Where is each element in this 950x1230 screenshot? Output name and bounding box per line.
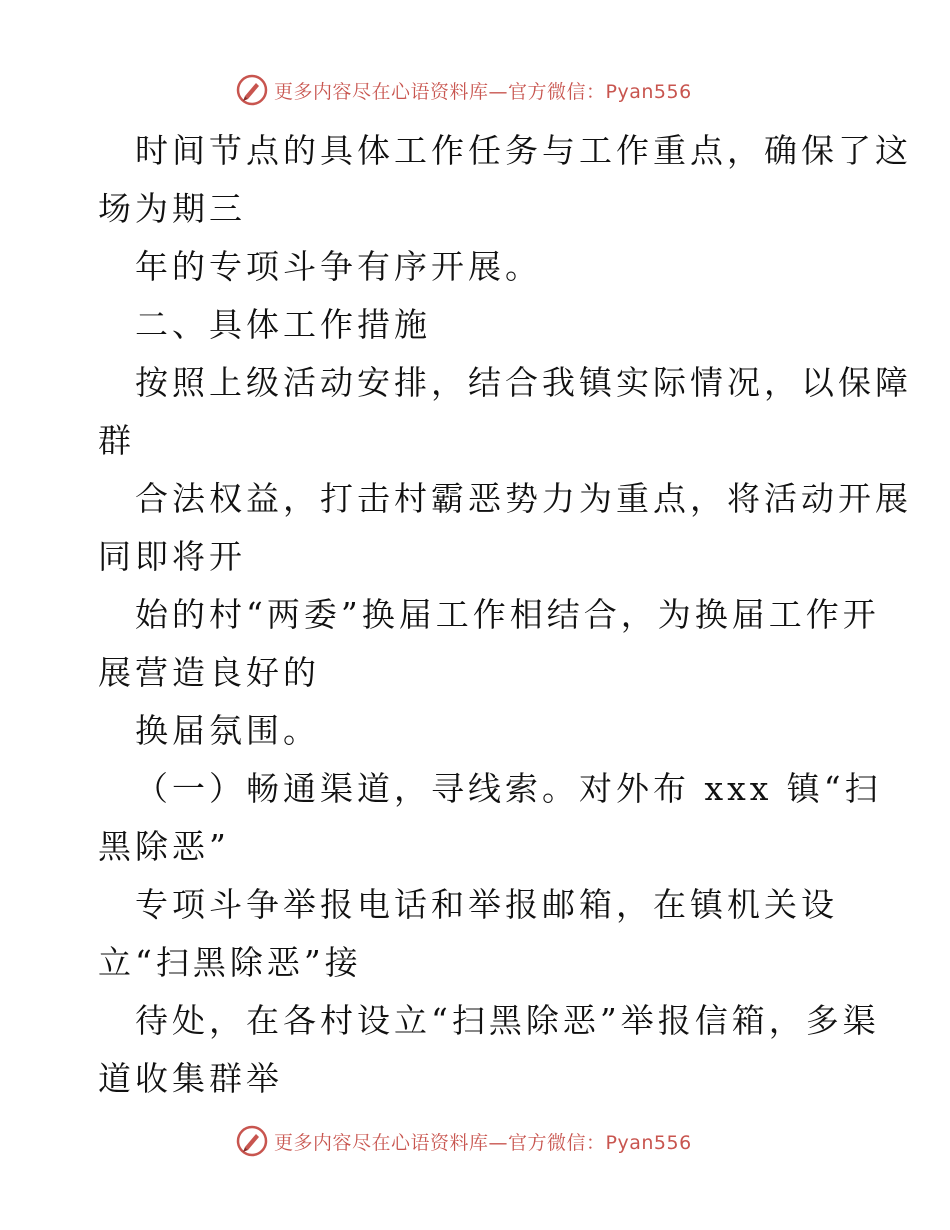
paragraph — [98, 470, 912, 586]
section-heading-text: 二、具体工作措施 — [135, 305, 431, 344]
header-watermark — [236, 72, 692, 108]
paragraph-continuation: 同即将开 — [98, 537, 246, 576]
paragraph-continuation: 场为期三 — [98, 189, 246, 228]
paragraph-continuation: 立“扫黑除恶”接 — [98, 943, 362, 982]
pen-logo-icon — [236, 74, 268, 106]
paragraph-first-line: 换届氛围。 — [135, 711, 320, 750]
paragraph-first-line: 年的专项斗争有序开展。 — [135, 247, 542, 286]
paragraph — [98, 876, 858, 992]
paragraph-continuation: 展营造良好的 — [98, 653, 320, 692]
paragraph-first-line: 待处，在各村设立“扫黑除恶”举报信箱，多渠 — [135, 1001, 880, 1040]
paragraph-continuation: 黑除恶” — [98, 827, 230, 866]
paragraph-first-line: 时间节点的具体工作任务与工作重点，确保了这 — [135, 131, 912, 170]
paragraph — [98, 354, 912, 470]
watermark-text: 更多内容尽在心语资料库—官方微信：Pyan556 — [274, 1131, 692, 1154]
watermark-text: 更多内容尽在心语资料库—官方微信：Pyan556 — [274, 80, 692, 103]
paragraph-first-line: 始的村“两委”换届工作相结合，为换届工作开 — [135, 595, 880, 634]
paragraph-first-line: （一）畅通渠道，寻线索。对外布 xxx 镇“扫 — [135, 769, 882, 808]
document-body — [98, 122, 912, 1108]
paragraph — [98, 760, 882, 876]
paragraph — [98, 238, 858, 296]
paragraph-first-line: 合法权益，打击村霸恶势力为重点，将活动开展 — [135, 479, 912, 518]
paragraph-first-line: 按照上级活动安排，结合我镇实际情况，以保障 — [135, 363, 912, 402]
paragraph-first-line: 专项斗争举报电话和举报邮箱，在镇机关设 — [135, 885, 838, 924]
paragraph-continuation: 道收集群举 — [98, 1059, 283, 1098]
paragraph — [98, 586, 880, 702]
paragraph — [98, 702, 858, 760]
section-heading — [98, 296, 858, 354]
paragraph — [98, 122, 912, 238]
paragraph-continuation: 群 — [98, 421, 135, 460]
footer-watermark — [236, 1123, 692, 1159]
pen-logo-icon — [236, 1125, 268, 1157]
paragraph — [98, 992, 880, 1108]
